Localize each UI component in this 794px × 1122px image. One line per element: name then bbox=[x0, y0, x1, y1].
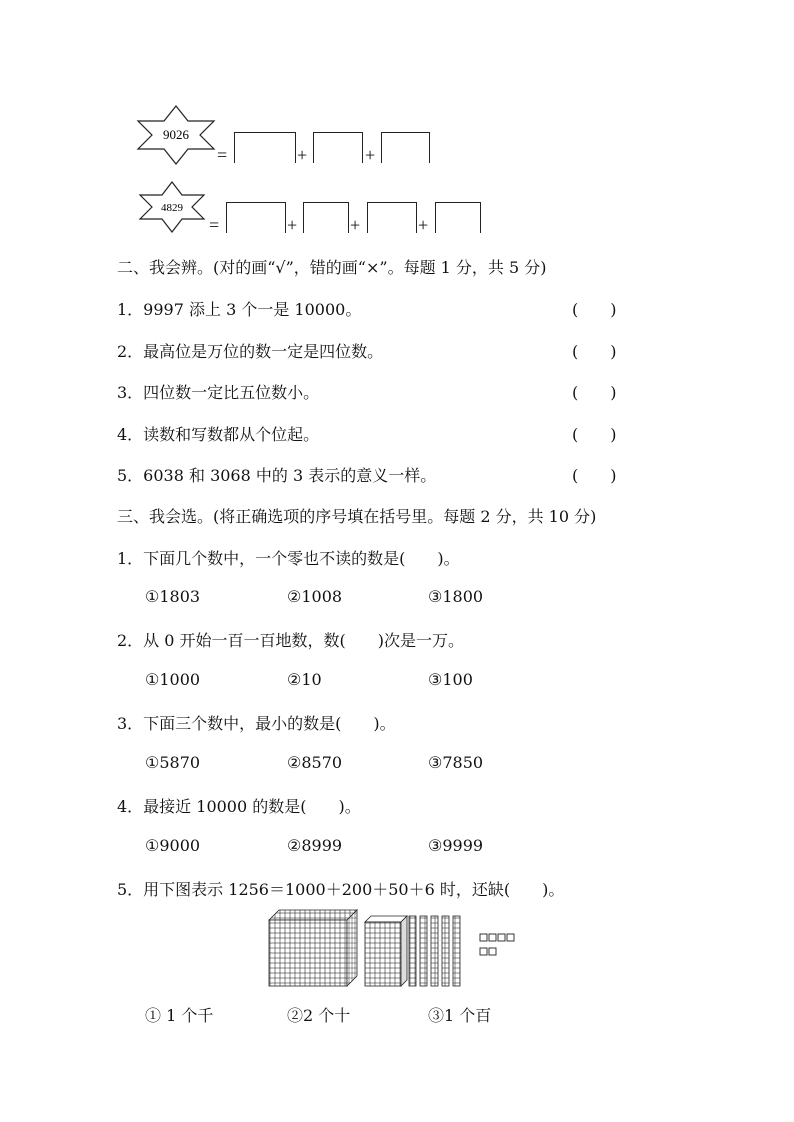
option-2[interactable]: ②8999 bbox=[287, 836, 343, 855]
judge-item-1: 1．9997 添上 3 个一是 10000。 bbox=[117, 300, 362, 319]
star-number: 9026 bbox=[163, 127, 189, 142]
option-1[interactable]: ①5870 bbox=[145, 753, 201, 772]
option-2[interactable]: ②8570 bbox=[287, 753, 343, 772]
choice-question-5: 5．用下图表示 1256＝1000＋200＋50＋6 时，还缺( )。 bbox=[117, 880, 565, 899]
choice-question-2: 2．从 0 开始一百一百地数，数( )次是一万。 bbox=[117, 631, 465, 650]
base-ten-blocks-illustration bbox=[265, 908, 535, 990]
answer-box[interactable] bbox=[234, 132, 296, 163]
answer-box[interactable] bbox=[435, 202, 481, 233]
judge-item-2: 2．最高位是万位的数一定是四位数。 bbox=[117, 342, 384, 361]
thousand-cube bbox=[269, 910, 357, 986]
judge-item-3: 3．四位数一定比五位数小。 bbox=[117, 383, 320, 402]
hundred-flat bbox=[365, 916, 407, 986]
option-2[interactable]: ②10 bbox=[287, 670, 322, 689]
plus-sign: + bbox=[287, 215, 298, 235]
option-3[interactable]: ③1 个百 bbox=[428, 1006, 492, 1025]
answer-paren[interactable]: ( ) bbox=[572, 342, 617, 361]
answer-paren[interactable]: ( ) bbox=[572, 383, 617, 402]
plus-sign: + bbox=[350, 215, 361, 235]
option-3[interactable]: ③1800 bbox=[428, 587, 484, 606]
judge-item-4: 4．读数和写数都从个位起。 bbox=[117, 425, 320, 444]
answer-box[interactable] bbox=[381, 132, 430, 163]
option-1[interactable]: ①9000 bbox=[145, 836, 201, 855]
ten-rods bbox=[409, 916, 460, 986]
answer-paren[interactable]: ( ) bbox=[572, 466, 617, 485]
choice-question-3: 3．下面三个数中，最小的数是( )。 bbox=[117, 714, 396, 733]
choice-question-4: 4．最接近 10000 的数是( )。 bbox=[117, 797, 361, 816]
star-shape-4829 bbox=[136, 180, 208, 234]
option-3[interactable]: ③9999 bbox=[428, 836, 484, 855]
plus-sign: + bbox=[297, 145, 308, 165]
plus-sign: + bbox=[418, 215, 429, 235]
answer-box[interactable] bbox=[303, 202, 349, 233]
star-number: 4829 bbox=[161, 202, 183, 214]
equals-sign: = bbox=[217, 145, 228, 165]
option-2[interactable]: ②1008 bbox=[287, 587, 343, 606]
star-shape-9026 bbox=[134, 104, 218, 166]
judge-item-5: 5．6038 和 3068 中的 3 表示的意义一样。 bbox=[117, 466, 437, 485]
answer-paren[interactable]: ( ) bbox=[572, 300, 617, 319]
equals-sign: = bbox=[209, 215, 220, 235]
option-3[interactable]: ③7850 bbox=[428, 753, 484, 772]
answer-box[interactable] bbox=[313, 132, 363, 163]
choice-question-1: 1．下面几个数中，一个零也不读的数是( )。 bbox=[117, 549, 460, 568]
option-2[interactable]: ②2 个十 bbox=[287, 1006, 351, 1025]
answer-paren[interactable]: ( ) bbox=[572, 425, 617, 444]
unit-cubes bbox=[480, 934, 514, 955]
section-2-heading: 二、我会辨。(对的画“√”，错的画“×”。每题 1 分，共 5 分) bbox=[117, 258, 547, 277]
option-1[interactable]: ①1000 bbox=[145, 670, 201, 689]
plus-sign: + bbox=[365, 145, 376, 165]
answer-box[interactable] bbox=[226, 202, 286, 233]
option-1[interactable]: ① 1 个千 bbox=[145, 1006, 214, 1025]
section-3-heading: 三、我会选。(将正确选项的序号填在括号里。每题 2 分，共 10 分) bbox=[117, 507, 597, 526]
option-3[interactable]: ③100 bbox=[428, 670, 473, 689]
option-1[interactable]: ①1803 bbox=[145, 587, 201, 606]
answer-box[interactable] bbox=[367, 202, 417, 233]
